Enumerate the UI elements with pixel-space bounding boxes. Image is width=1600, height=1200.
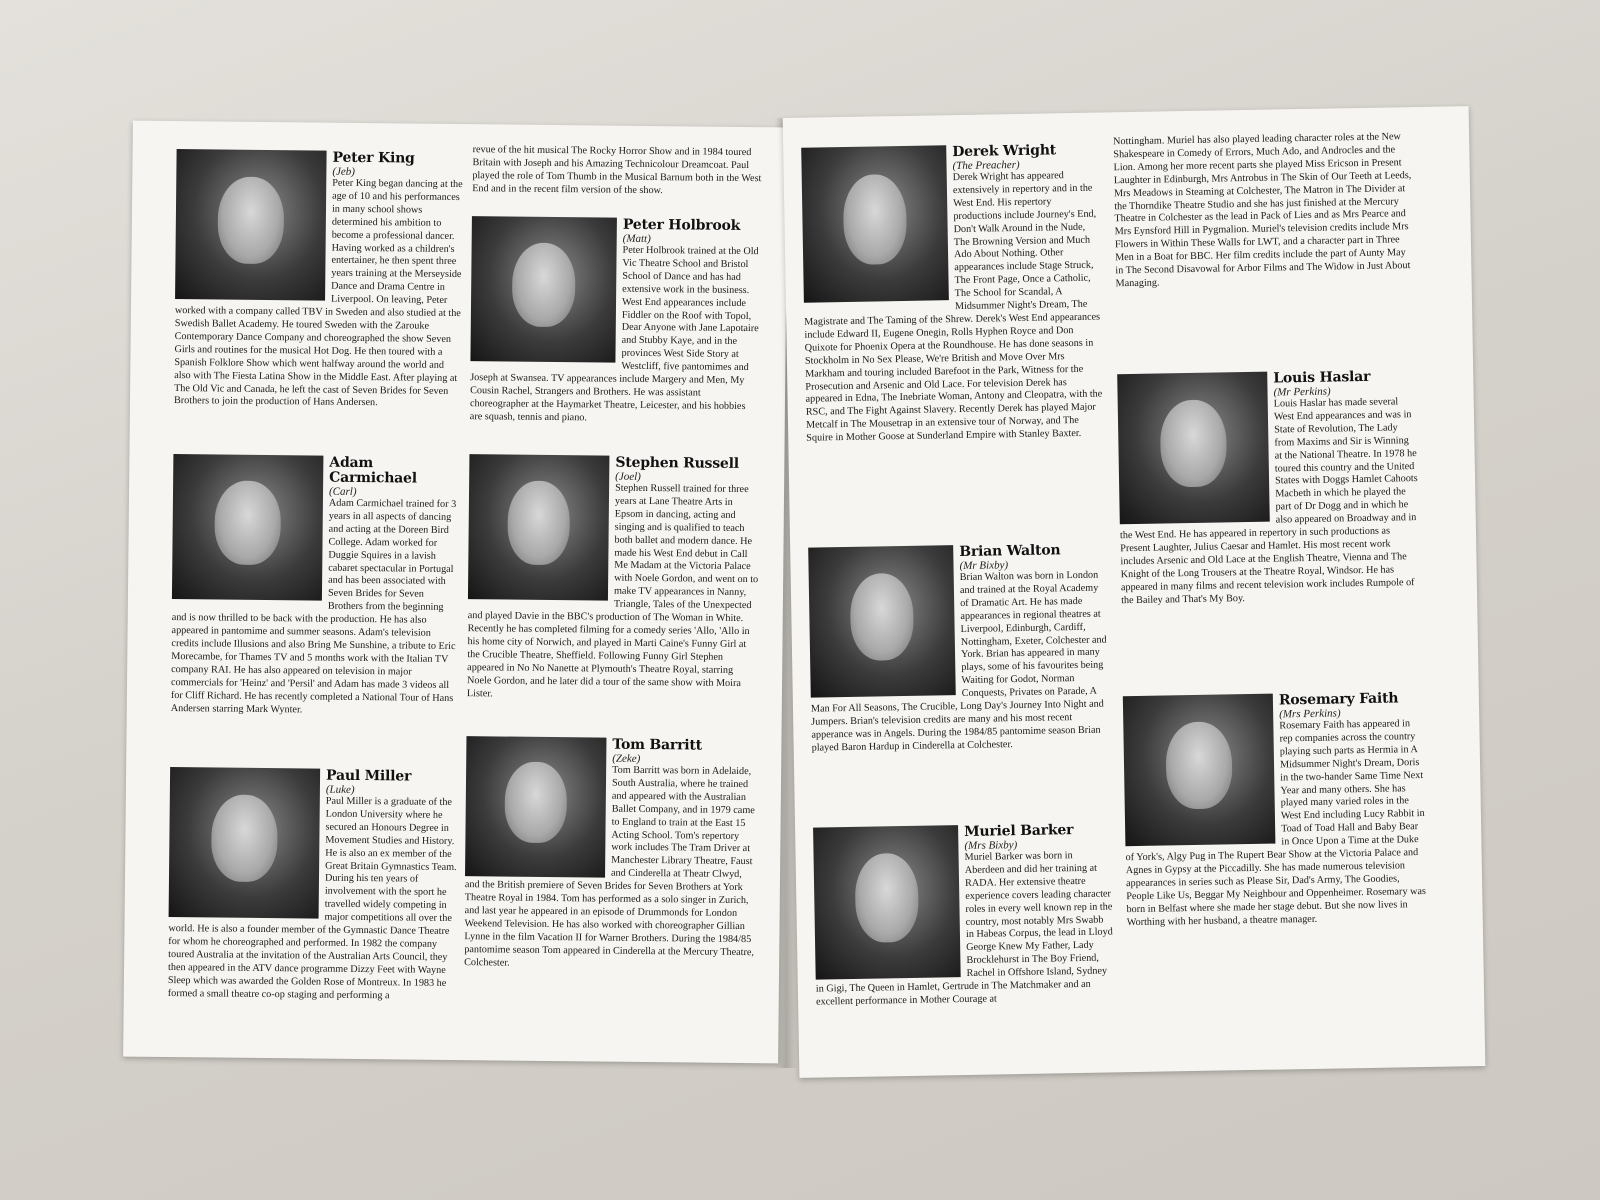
cast-role: (Carl)	[328, 485, 357, 498]
cast-role: (Mrs Bixby)	[964, 839, 1018, 852]
cast-bio: Muriel Barker was born in Aberdeen and did her training at RADA. Her extensive theatre experience covers leading character roles in every well known rep in the country, most notably Mrs Swabb in Habeas Corpus, the lead in Lloyd George Knew My Father, Lady Brocklehurst in The Boy Friend, Rachel in Offshore Island, Sydney in Gigi, The Queen in Hamlet, Gertrude in The Matchmaker and an excellent performance in Mother Courage at	[815, 850, 1113, 1008]
cast-name: Paul Miller	[325, 767, 412, 785]
cast-name: Peter Holbrook	[622, 216, 741, 234]
portrait-photo-icon	[175, 149, 327, 301]
cast-role: (Mr Bixby)	[959, 559, 1009, 573]
cast-bio: Peter Holbrook trained at the Old Vic Theatre School and Bristol School of Dance and has had extensive work in the business. West End appearances include Fiddler on the Roof with Topol, Dear Anyone with Jane Lapotaire and Stubby Kaye, and in the provinces West Side Story at Westcliff, five pantomimes and Joseph at Swansea. TV appearances include Margery and Men, My Cousin Rachel, Strangers and Brothers. He was assistant choreographer at the Haymarket Theatre, Leicester, and his hobbies are squash, tennis and piano.	[469, 244, 759, 424]
left-page	[123, 121, 788, 1064]
cast-name: Stephen Russell	[615, 454, 739, 472]
cast-entry	[168, 767, 458, 1004]
portrait-photo-icon	[465, 736, 606, 877]
right-column-2	[1113, 131, 1426, 928]
cast-name: Brian Walton	[959, 542, 1061, 561]
portrait-photo-icon	[813, 825, 961, 980]
cast-entry	[174, 149, 465, 411]
cast-bio: Tom Barritt was born in Adelaide, South Australia, where he trained and appeared with the Australian Ballet Company, and in 1979 came to England to train at the East 15 Acting School. Tom's repertory work includes The Tram Driver at Manchester Library Theatre, Faust and Cinderella at Theatr Clwyd, and the British premiere of Seven Brides for Seven Brothers at York Theatre Royal in 1984. Tom has performed as a solo singer in Zurich, and last year he appeared in an episode of Drummonds for London Weekend Television. He has also worked with choreographer Gillian Lynne in the film Vacation II for Warner Brothers. During the 1984/85 pantomime season Tom appeared in Cinderella at the Mercury Theatre, Colchester.	[464, 764, 755, 969]
cast-role: (Jeb)	[332, 165, 356, 178]
cast-bio: Derek Wright has appeared extensively in repertory and in the West End. His repertory productions include Journey's End, Don't Walk Around in the Nude, The Browning Version and Much Ado About Nothing. Other appearances include Stage Struck, The Front Page, Once a Catholic, The School for Scandal, A Midsummer Night's Dream, The Magistrate and The Taming of the Shrew. Derek's West End appearances include Edward II, Eugene Onegin, Rolls Hyphen Royce and Don Quixote for Phoenix Opera at the Roundhouse. He has done seasons in Stockholm in No Sex Please, We're British and Move Over Mrs Markham and touring included Barefoot in the Park, Witness for the Prosecution and Arsenic and Old Lace. For television Derek has appeared in Edna, The Inebriate Woman, Antony and Cleopatra, with the RSC, and The Fight Against Slavery. Recently Derek has played Major Metcalf in The Mousetrap in an extensive tour of Norway, and The Squire in Mother Goose at Sunderland Empire with Stanley Baxter.	[804, 170, 1103, 444]
cast-name: Louis Haslar	[1273, 368, 1371, 387]
continued-text: revue of the hit musical The Rocky Horror Show and in 1984 toured Britain with Joseph and his Amazing Technicolour Dreamcoat. Paul played the role of Tom Thumb in the Musical Barnum both in the West End and in the recent film version of the show.	[472, 144, 762, 196]
cast-role: (Luke)	[325, 783, 355, 796]
portrait-photo-icon	[470, 216, 617, 363]
cast-entry	[1123, 691, 1427, 930]
cast-entry	[464, 736, 756, 973]
cast-bio: Brian Walton was born in London and trained at the Royal Academy of Dramatic Art. He has made appearances in regional theatres at Liverpool, Edinburgh, Cardiff, Nottingham, Exeter, Colchester and York. Brian has appeared in many plays, some of his favourites being Waiting for Godot, Norman Conquests, Privates on Parade, A Man For All Seasons, The Crucible, Long Day's Journey Into Night and Jumpers. Brian's television credits are many and his most recent apperance was in Angels. During the 1984/85 pantomime season Brian played Baron Hardup in Cinderella at Colchester.	[810, 569, 1107, 754]
cast-bio: Peter King began dancing at the age of 10 and his performances in many school shows determined his ambition to become a professional dancer. Having worked as a children's entertainer, he then spent three years training at the Merseyside Dance and Drama Centre in Liverpool. On leaving, Peter worked with a company called TBV in Sweden and also studied at the Swedish Ballet Academy. He toured Sweden with the Zarouke Contemporary Dance Company and choreographed the show Seven Girls and routines for the musical Hot Dog. He then toured with a Spanish Folklore Show which went halfway around the world and also with The Fiesta Latina Show in the Middle East. After playing at The Old Vic and Canada, he left the cast of Seven Brides for Seven Brothers to join the production of Hans Andersen.	[173, 177, 463, 409]
cast-entry	[1117, 369, 1421, 608]
portrait-photo-icon	[169, 767, 321, 919]
cast-name: Derek Wright	[952, 142, 1057, 161]
portrait-photo-icon	[1123, 694, 1276, 847]
cast-role: (Mrs Perkins)	[1279, 707, 1341, 721]
cast-bio: Adam Carmichael trained for 3 years in all aspects of dancing and acting at the Doreen Bird College. Adam worked for Duggie Squires in a lavish cabaret spectacular in Portugal and has been associated with Seven Brides for Seven Brothers from the beginning and is now thrilled to be back with the production. He has also appeared in pantomime and summer seasons. Adam's television credits include Illusions and also Bring Me Sunshine, a tribute to Eric Morecambe, for Thames TV and 5 months work with the Italian TV company RAI. He has also appeared on television in major commercials for 'Heinz' and 'Persil' and Adam has made 3 videos all for Cliff Richard. He has recently completed a National Tour of Hans Andersen starring Mark Wynter.	[170, 497, 457, 715]
cast-name: Adam Carmichael	[329, 454, 418, 487]
cast-entry	[813, 822, 1114, 1009]
cast-entry	[470, 216, 762, 427]
portrait-photo-icon	[1117, 372, 1270, 525]
right-column-1	[801, 142, 1113, 1008]
portrait-photo-icon	[808, 545, 956, 698]
left-column-1	[167, 149, 465, 1001]
cast-role: (Zeke)	[612, 752, 641, 765]
continued-text: Nottingham. Muriel has also played leading character roles at the New Shakespeare in Comedy of Errors, Much Ado, and Androcles and the Lion. Among her more recent parts she played Miss Ericson in Present Laughter in Edinburgh, Mrs Antrobus in The Skin of Our Teeth at Leeds, Mrs Meadows in Steaming at Colchester, The Matron in The Divider at the Thorndike Theatre Studio and she has just finished at the Mercury Theatre in Colchester as the lead in Pack of Lies and as Mrs Pearce and Mrs Eynsford Hill in Pygmalion. Muriel's television credits include Mrs Flowers in Within These Walls for LWT, and a character part in Three Men in a Boat for BBC. Her film credits include the part of Aunty May in The Second Disavowal for Arbor Films and The Widow in Just About Managing.	[1113, 131, 1412, 290]
cast-role: (The Preacher)	[952, 158, 1020, 173]
portrait-photo-icon	[801, 145, 949, 303]
cast-entry	[801, 143, 1104, 446]
cast-name: Peter King	[332, 149, 415, 167]
left-column-2	[464, 144, 763, 969]
cast-role: (Mr Perkins)	[1273, 385, 1331, 399]
cast-name: Tom Barritt	[612, 736, 703, 754]
cast-bio: Rosemary Faith has appeared in rep companies across the country playing such parts as Hermia in A Midsummer Night's Dream, Doris in the two-hander Same Time Next Year and many others. She has played many varied roles in the West End including Lucy Rabbit in Toad of Toad Hall and Baby Bear in Once Upon a Time at the Duke of York's, Algy Pug in The Rupert Bear Show at the Victoria Palace and Agnes in Gypsy at the Piccadilly. She has made numerous television appearances in series such as Please Sir, Dad's Army, The Goodies, People Like Us, Beggar My Neighbour and Oppenheimer. Rosemary was born in Belfast where she made her stage debut. But she now lives in Worthing with her husband, a theatre manager.	[1125, 718, 1426, 928]
portrait-photo-icon	[468, 454, 610, 600]
cast-name: Muriel Barker	[964, 822, 1074, 840]
cast-name: Rosemary Faith	[1278, 690, 1399, 709]
cast-entry	[467, 454, 760, 703]
cast-bio: Stephen Russell trained for three years at Lane Theatre Arts in Epsom in dancing, acting and singing and is qualified to teach both ballet and modern dance. He made his West End debut in Call Me Madam at the Victoria Palace with Noele Gordon, and went on to make TV appearances in Nanny, Triangle, Tales of the Unexpected and played Davie in the BBC's production of The Woman in White. Recently he has completed filming for a comedy series 'Allo, 'Allo in his home city of Norwich, and played in Marti Caine's Funny Girl at the Crucible Theatre, Sheffield. Following Funny Girl Stephen appeared in No No Nanette at Plymouth's Theatre Royal, starring Noele Gordon, and he later did a tour of the same show with Moira Lister.	[466, 482, 759, 699]
right-page	[783, 106, 1486, 1078]
cast-bio: Paul Miller is a graduate of the London University where he secured an Honours Degree in Movement Studies and History. He is also an ex member of the Great Britain Gymnastics Team. During his ten years of involvement with the sport he travelled widely competing in major competitions all over the world. He is also a founder member of the Gymnastic Dance Theatre for whom he choreographed and performed. In 1982 the company toured Australia at the invitation of the Australian Arts Council, they then appeared in the ATV dance programme Dizzy Feet with Wayne Sleep which was awarded the Golden Rose of Montreux. In 1983 he formed a small theatre co-op staging and performing a	[167, 795, 457, 1001]
cast-bio: Louis Haslar has made several West End appearances and was in State of Revolution, The Lady from Maxims and Sir is Winning at the National Theatre. In 1978 he toured this country and the United States with Doggs Hamlet Cahoots Macbeth in which he played the part of Dr Dogg and in which he also appeared on Broadway and in the West End. He has appeared in repertory in such productions as Present Laughter, Julius Caesar and Hamlet. His most recent work includes Arsenic and Old Lace at the English Theatre, Vienna and The Knight of the Long Trousers at the Theatre Royal, Windsor. He has appeared in many films and recent television work includes Rumpole of the Bailey and That's My Boy.	[1119, 396, 1418, 606]
cast-role: (Matt)	[622, 232, 651, 246]
cast-entry	[171, 454, 462, 718]
cast-role: (Joel)	[615, 470, 641, 483]
portrait-photo-icon	[172, 454, 324, 601]
cast-entry	[808, 542, 1110, 755]
